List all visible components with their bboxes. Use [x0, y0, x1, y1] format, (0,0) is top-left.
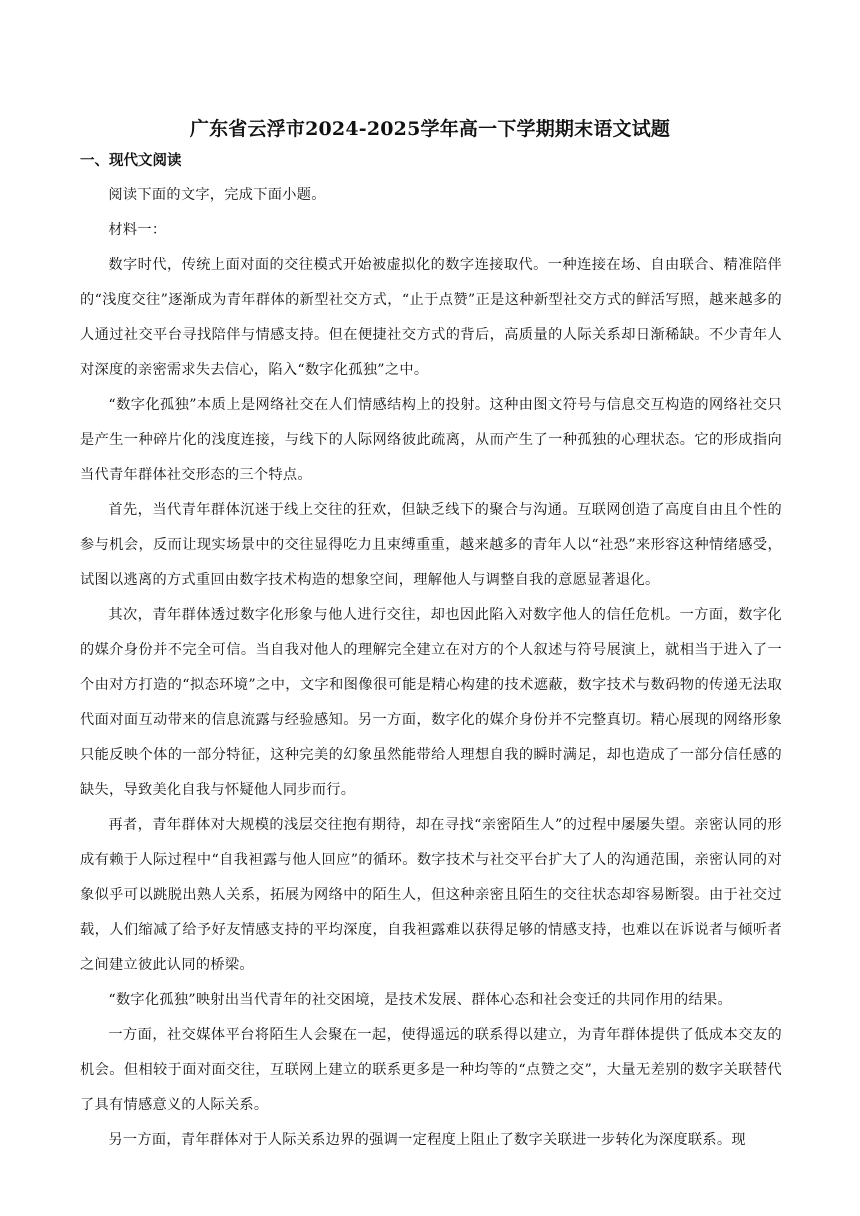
body-paragraph: “数字化孤独”映射出当代青年的社交困境，是技术发展、群体心态和社会变迁的共同作用的结果。	[108, 992, 732, 1008]
section-heading: 一、现代文阅读	[80, 153, 182, 169]
body-paragraph: 一方面，社交媒体平台将陌生人会聚在一起，使得遥远的联系得以建立，为青年群体提供了低成本交友的机会。但相较于面对面交往，互联网上建立的联系更多是一种均等的“点赞之交”，大量无差别的数字关联替代了具有情感意义的人际关系。	[80, 1027, 782, 1113]
instruction-paragraph: 阅读下面的文字，完成下面小题。	[108, 187, 326, 203]
document-body	[80, 148, 782, 1158]
body-paragraph: 首先，当代青年群体沉迷于线上交往的狂欢，但缺乏线下的聚合与沟通。互联网创造了高度自由且个性的参与机会，反而让现实场景中的交往显得吃力且束缚重重，越来越多的青年人以“社恐”来形容这种情绪感受，试图以逃离的方式重回由数字技术构造的想象空间，理解他人与调整自我的意愿显著退化。	[80, 502, 782, 588]
material-label: 材料一：	[108, 222, 167, 238]
body-paragraph: 数字时代，传统上面对面的交往模式开始被虚拟化的数字连接取代。一种连接在场、自由联合、精准陪伴的“浅度交往”逐渐成为青年群体的新型社交方式，“止于点赞”正是这种新型社交方式的鲜活写照，越来越多的人通过社交平台寻找陪伴与情感支持。但在便捷社交方式的背后，高质量的人际关系却日渐稀缺。不少青年人对深度的亲密需求失去信心，陷入“数字化孤独”之中。	[80, 257, 782, 378]
document-title: 广东省云浮市2024-2025学年高一下学期期末语文试题	[189, 118, 671, 140]
body-paragraph: “数字化孤独”本质上是网络社交在人们情感结构上的投射。这种由图文符号与信息交互构造的网络社交只是产生一种碎片化的浅度连接，与线下的人际网络彼此疏离，从而产生了一种孤独的心理状态。它的形成指向当代青年群体社交形态的三个特点。	[80, 397, 782, 483]
body-paragraph: 其次，青年群体透过数字化形象与他人进行交往，却也因此陷入对数字他人的信任危机。一方面，数字化的媒介身份并不完全可信。当自我对他人的理解完全建立在对方的个人叙述与符号展演上，就相当于进入了一个由对方打造的“拟态环境”之中，文字和图像很可能是精心构建的技术遮蔽，数字技术与数码物的传递无法取代面对面互动带来的信息流露与经验感知。另一方面，数字化的媒介身份并不完整真切。精心展现的网络形象只能反映个体的一部分特征，这种完美的幻象虽然能带给人理想自我的瞬时满足，却也造成了一部分信任感的缺失，导致美化自我与怀疑他人同步而行。	[80, 607, 782, 798]
body-paragraph: 再者，青年群体对大规模的浅层交往抱有期待，却在寻找“亲密陌生人”的过程中屡屡失望。亲密认同的形成有赖于人际过程中“自我袒露与他人回应”的循环。数字技术与社交平台扩大了人的沟通范围，亲密认同的对象似乎可以跳脱出熟人关系，拓展为网络中的陌生人，但这种亲密且陌生的交往状态却容易断裂。由于社交过载，人们缩减了给予好友情感支持的平均深度，自我袒露难以获得足够的情感支持，也难以在诉说者与倾听者之间建立彼此认同的桥梁。	[80, 817, 782, 973]
body-paragraph: 另一方面，青年群体对于人际关系边界的强调一定程度上阻止了数字关联进一步转化为深度联系。现	[108, 1132, 746, 1148]
